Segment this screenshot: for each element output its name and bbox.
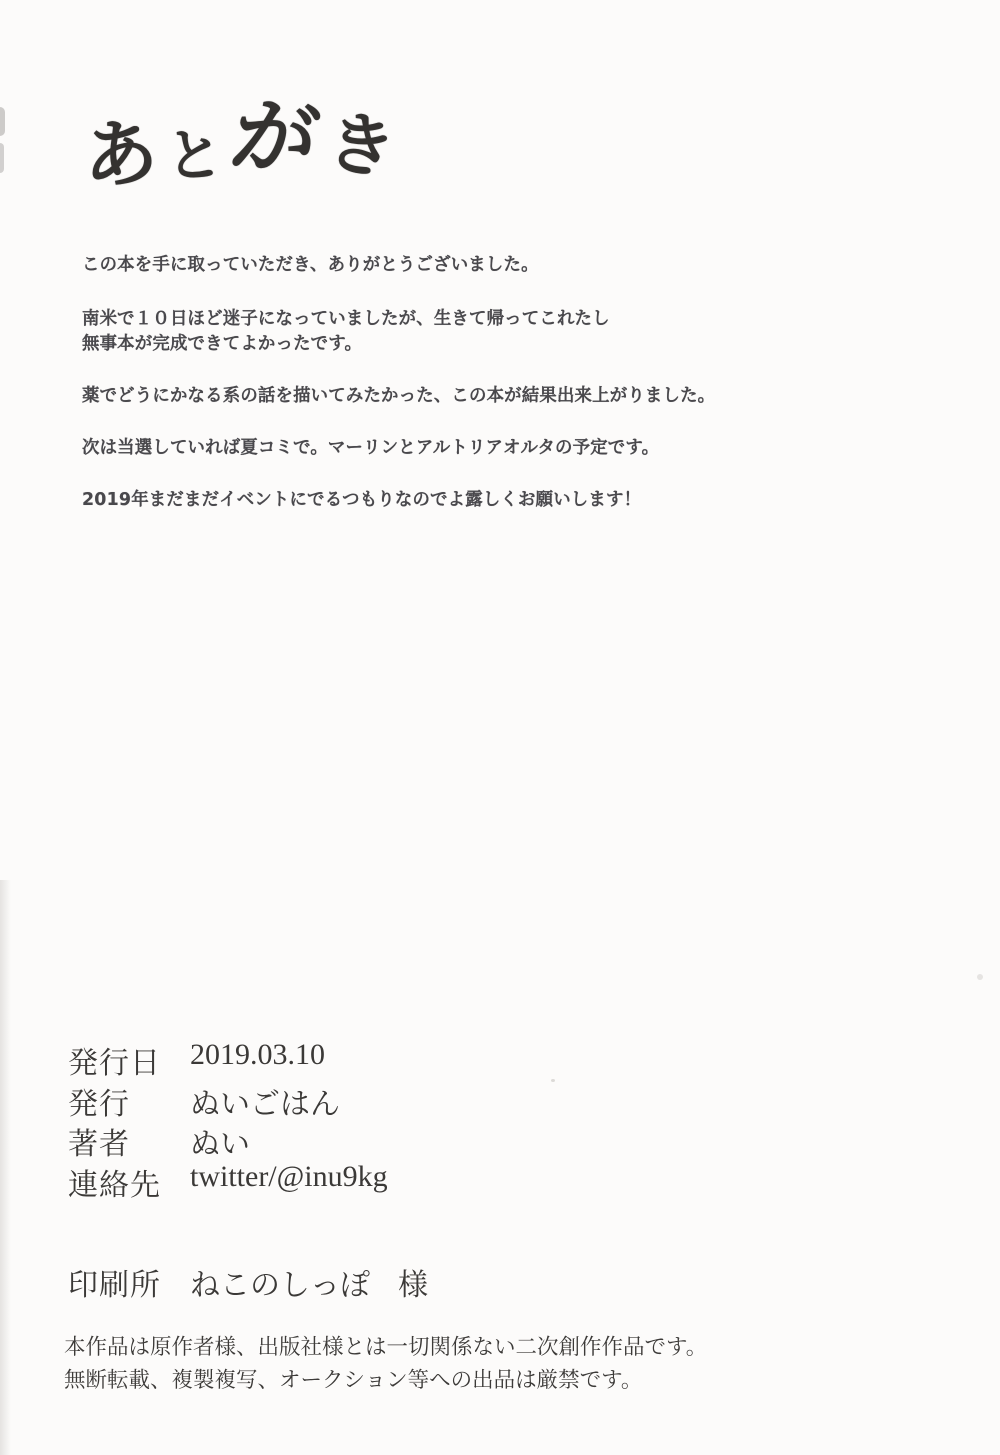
page-title (0, 0, 1000, 220)
colophon-value: 2019.03.10 (190, 1038, 325, 1071)
printer-label: 印刷所 (68, 1269, 161, 1302)
colophon-label: 発行 (68, 1087, 130, 1121)
colophon-label: 発行日 (68, 1047, 161, 1080)
colophon (68, 1038, 388, 1200)
printer-row (68, 1260, 428, 1304)
colophon-row (68, 1079, 388, 1120)
afterword-line: 2019年まだまだイベントにでるつもりなのでよ露しくお願いします！ (82, 490, 642, 510)
scan-edge-mark (0, 143, 4, 173)
title-char: き (320, 101, 402, 192)
title-char: あ (83, 110, 159, 200)
colophon-row (68, 1119, 388, 1160)
afterword-line: この本を手に取っていただき、ありがとうございました。 (82, 255, 539, 275)
afterword-line: 次は当選していれば夏コミで。マーリンとアルトリアオルタの予定です。 (82, 438, 660, 458)
scan-edge-mark (0, 107, 5, 136)
colophon-value: twitter/@inu9kg (190, 1159, 388, 1193)
colophon-row (68, 1160, 388, 1201)
colophon-row (68, 1038, 388, 1079)
colophon-label: 著者 (68, 1128, 130, 1161)
afterword-line: 薬でどうにかなる系の話を描いてみたかった、この本が結果出来上がりました。 (82, 386, 716, 406)
colophon-value: ぬい (190, 1128, 250, 1161)
colophon-label: 連絡先 (68, 1168, 161, 1202)
afterword-line: 南米で１０日ほど迷子になっていましたが、生きて帰ってこれたし (82, 309, 610, 329)
printer-name: ねこのしっぽ (190, 1269, 370, 1302)
title-char: が (223, 84, 327, 192)
afterword-line: 無事本が完成できてよかったです。 (82, 334, 363, 354)
title-char: と (164, 122, 225, 190)
scan-speck (977, 974, 983, 980)
printer-honorific: 様 (398, 1269, 428, 1302)
disclaimer-line: 無断転載、複製複写、オークション等への出品は厳禁です。 (64, 1368, 643, 1392)
scan-speck (551, 1079, 555, 1082)
scan-edge-shade (0, 880, 11, 1455)
disclaimer-line: 本作品は原作者様、出版社様とは一切関係ない二次創作作品です。 (64, 1335, 708, 1359)
disclaimer (64, 1331, 707, 1397)
colophon-value: ぬいごはん (190, 1087, 340, 1121)
